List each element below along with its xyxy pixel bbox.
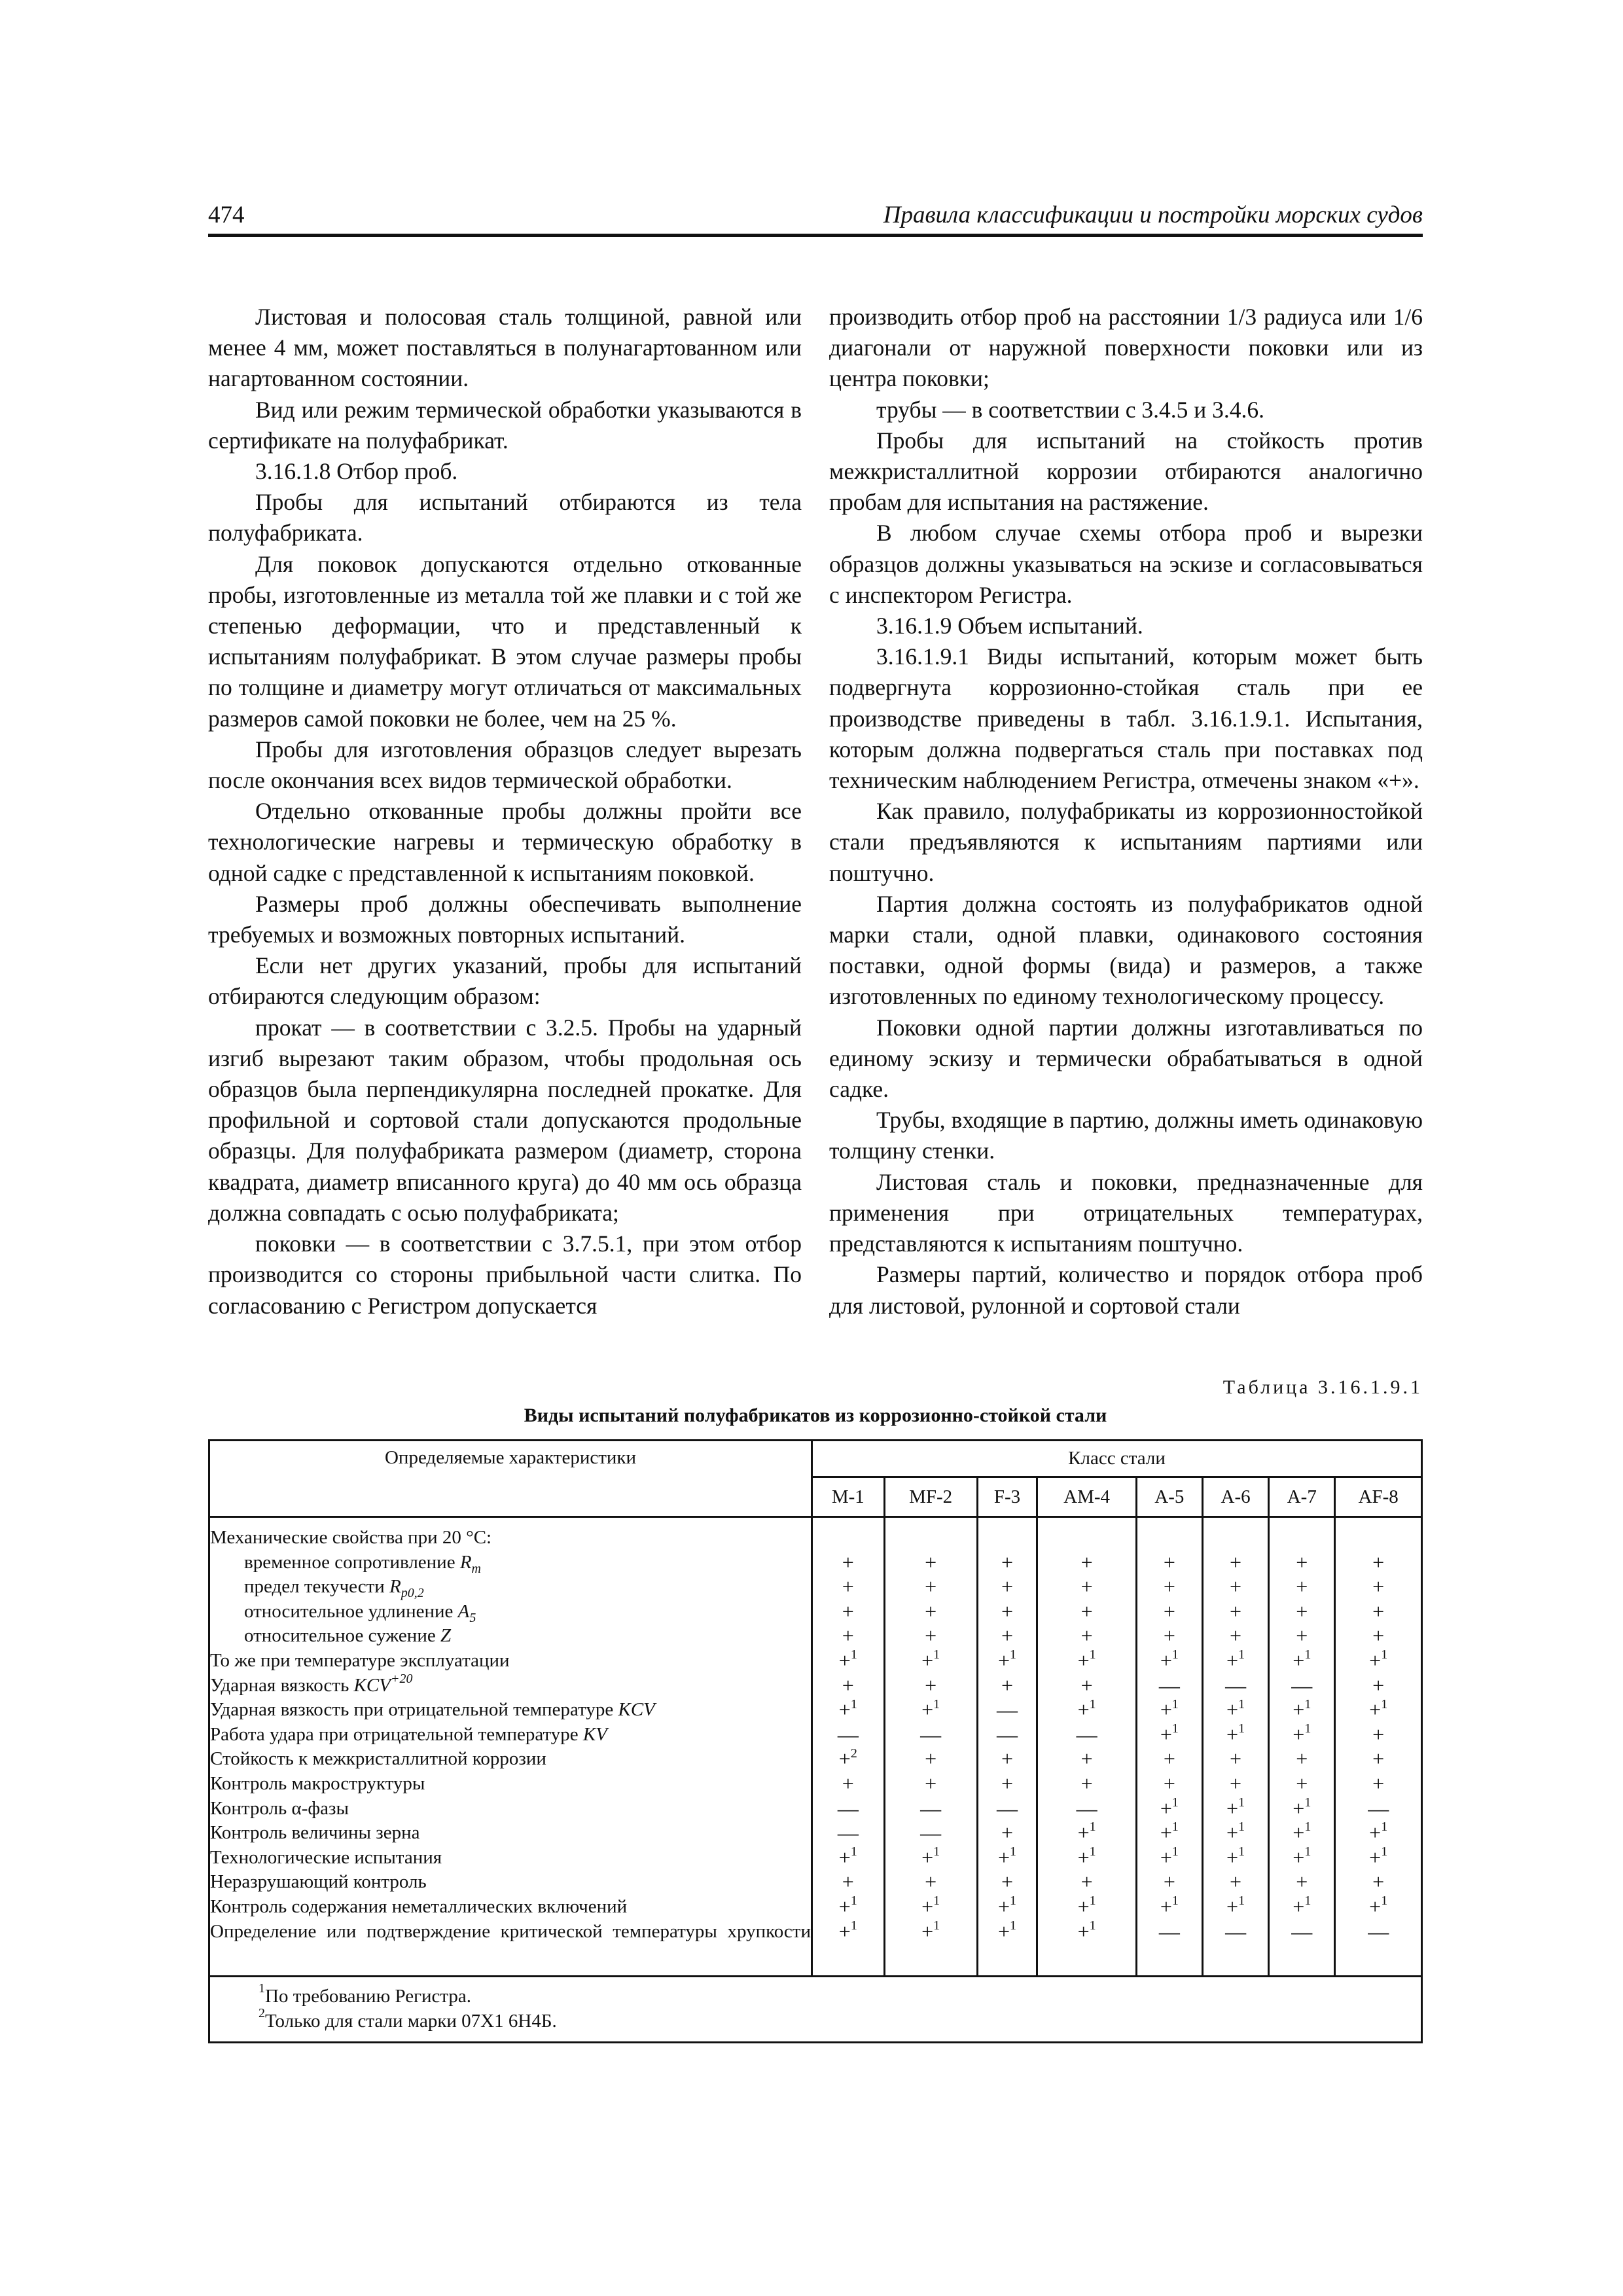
table-mark: +$^1$ [1160,1820,1179,1845]
paragraph: Пробы для испытаний отбираются из тела полуфабриката. [208,489,802,547]
class-header-a-5: A-5 [1136,1477,1202,1517]
table-mark: + [1001,1821,1014,1845]
table-mark: + [1296,1599,1308,1623]
table-footnotes [209,1976,1422,2042]
paragraph: Партия должна состоять из полуфабрикатов одной марки стали, одной плавки, одинакового состояния поставки, одной формы (вида) и размеров, а также изготовленных по единому технологическому процессу. [829,890,1423,1010]
table-mark: + [925,1870,937,1894]
left-text-column [208,302,802,1321]
table-mark: +$^1$ [1293,1721,1311,1746]
symbol: $R_m$ [459,1551,481,1576]
table-mark: — [997,1722,1018,1746]
table-mark: + [1372,1722,1385,1746]
table-mark: + [1080,1771,1093,1795]
table-mark: +$^1$ [1293,1844,1311,1869]
table-mark: + [925,1624,937,1648]
table-mark [1336,1526,1421,1551]
table-mark: + [1372,1747,1385,1771]
table-mark: — [997,1796,1018,1820]
table-mark: + [842,1673,854,1697]
table-mark: + [925,1550,937,1574]
paragraph: Если нет других указаний, пробы для испытаний отбираются следующим образом: [208,952,802,1010]
table-mark [1270,1526,1334,1551]
table-mark: — [1368,1796,1389,1820]
table-mark: +$^1$ [1226,1647,1245,1672]
table-mark: — [837,1821,859,1845]
table-mark: +$^1$ [1293,1820,1311,1845]
footnotes-row [209,1976,1422,2042]
paragraph: трубы — в соответствии с 3.4.5 и 3.4.6. [876,396,1265,423]
paragraph: прокат — в соответствии с 3.2.5. Пробы на ударный изгиб вырезают таким образом, чтобы продольная ось образцов была перпендикулярна последней прокатке. Для профильной и сортовой стали допускаются продольные образцы. Для полуфабриката размером (диаметр, сторона квадрата, диаметр вписанного круга) до 40 мм ось образца должна совпадать с осью полуфабриката; [208,1014,802,1226]
header-feature: Определяемые характеристики [209,1441,812,1517]
class-header-f-3: F-3 [977,1477,1037,1517]
table-mark: — [837,1722,859,1746]
table-mark: + [1296,1747,1308,1771]
table-mark: — [1291,1919,1313,1943]
marks-column-a-6 [1202,1517,1268,1977]
table-mark: + [1163,1870,1175,1894]
symbol: $R_{p0,2}$ [389,1576,424,1600]
feature-label: Контроль содержания неметаллических включений [210,1895,628,1917]
table-mark: +$^1$ [1077,1893,1096,1918]
paragraph: В любом случае схемы отбора проб и вырезки образцов должны указываться на эскизе и согласовываться с инспектором Регистра. [829,520,1423,608]
table-mark: — [920,1722,942,1746]
page-header [208,200,1423,237]
section-heading: 3.16.1.8 Отбор проб. [255,458,458,485]
feature-label: Контроль макроструктуры [210,1772,425,1794]
table-mark: + [1163,1624,1175,1648]
table-mark: +$^1$ [921,1696,940,1722]
table-mark: +$^2$ [838,1746,857,1771]
class-header-m-1: M-1 [812,1477,885,1517]
table-mark: + [1296,1575,1308,1599]
table-mark: + [1230,1575,1242,1599]
table-mark: + [925,1673,937,1697]
table-mark: +$^1$ [838,1647,857,1672]
table-mark: — [1076,1796,1097,1820]
symbol: Z [440,1625,452,1647]
paragraph: Размеры проб должны обеспечивать выполнение требуемых и возможных повторных испытаний. [208,890,802,948]
table-mark: +$^1$ [838,1893,857,1918]
paragraph: Для поковок допускаются отдельно откованные пробы, изготовленные из металла той же плавки и с той же степенью деформации, что и представленный к испытаниям полуфабрикат. В этом случае размеры пробы по толщине и диаметру могут отличаться от максимальных размеров самой поковки не более, чем на 25 %. [208,550,802,732]
table-mark: + [1372,1575,1385,1599]
paragraph: Поковки одной партии должны изготавливаться по единому эскизу и термически обрабатываться в одной садке. [829,1014,1423,1103]
table-mark: + [842,1575,854,1599]
table-mark: + [1372,1673,1385,1697]
marks-column-f-3 [977,1517,1037,1977]
table-mark: +$^1$ [838,1918,857,1943]
table-mark: +$^1$ [997,1647,1017,1672]
class-header-mf-2: MF-2 [884,1477,977,1517]
table-mark: — [1225,1919,1247,1943]
table-mark: +$^1$ [1226,1696,1245,1722]
class-header-a-7: A-7 [1269,1477,1335,1517]
table-mark: +$^1$ [1160,1893,1179,1918]
class-header-af-8: AF-8 [1335,1477,1422,1517]
section-heading: 3.16.1.9 Объем испытаний. [876,613,1143,639]
feature-labels-cell [209,1517,812,1977]
table-mark: + [925,1771,937,1795]
table-mark: +$^1$ [921,1893,940,1918]
table-mark: +$^1$ [1160,1696,1179,1722]
table-mark: + [1080,1599,1093,1623]
table-mark: +$^1$ [1369,1820,1388,1845]
table-mark: +$^1$ [1293,1696,1311,1722]
table-mark: + [1080,1575,1093,1599]
table-mark: + [1080,1550,1093,1574]
table-mark [885,1526,976,1551]
table-mark: +$^1$ [838,1844,857,1869]
feature-label: Контроль α-фазы [210,1797,349,1819]
table-mark [1137,1526,1202,1551]
class-header-a-6: A-6 [1202,1477,1268,1517]
table-mark: + [842,1550,854,1574]
paragraph: Как правило, полуфабрикаты из коррозионностойкой стали предъявляются к испытаниям партиями или поштучно. [829,798,1423,886]
table-mark: + [1001,1624,1014,1648]
table-mark: + [1163,1771,1175,1795]
table-mark [978,1526,1037,1551]
page-number: 474 [208,202,245,228]
table-mark: + [1296,1550,1308,1574]
table-mark: + [1296,1771,1308,1795]
table-mark: + [842,1870,854,1894]
table-mark: +$^1$ [1160,1844,1179,1869]
table-mark: +$^1$ [921,1647,940,1672]
marks-column-am-4 [1037,1517,1136,1977]
table-mark: + [1163,1599,1175,1623]
paragraph: Отдельно откованные пробы должны пройти все технологические нагревы и термическую обработку в одной садке с представленной к испытаниям поковкой. [208,798,802,886]
symbol: $A_5$ [457,1600,476,1625]
table-mark: +$^1$ [1160,1721,1179,1746]
table-mark: + [1001,1673,1014,1697]
paragraph: Пробы для изготовления образцов следует вырезать после окончания всех видов термической обработки. [208,736,802,794]
table-mark: + [1001,1550,1014,1574]
marks-column-mf-2 [884,1517,977,1977]
table-mark: + [1080,1624,1093,1648]
table-mark: — [1158,1919,1180,1943]
table-mark: + [1080,1870,1093,1894]
feature-label: Технологические испытания [210,1846,442,1868]
feature-label: временное сопротивление $R_m$ [244,1551,481,1576]
marks-column-a-7 [1269,1517,1335,1977]
table-mark: +$^1$ [997,1844,1017,1869]
feature-label: предел текучести $R_{p0,2}$ [244,1576,424,1600]
table-mark: + [1001,1747,1014,1771]
right-text-column [829,302,1423,1321]
table-mark: +$^1$ [921,1844,940,1869]
paragraph: Пробы для испытаний на стойкость против межкристаллитной коррозии отбираются аналогично пробам для испытания на растяжение. [829,427,1423,516]
table-mark: +$^1$ [1226,1844,1245,1869]
running-title: Правила классификации и постройки морских судов [883,202,1423,228]
table-mark: +$^1$ [997,1893,1017,1918]
table-mark: +$^1$ [921,1918,940,1943]
table-mark: +$^1$ [1293,1795,1311,1820]
table-mark: + [925,1747,937,1771]
table-mark: — [920,1821,942,1845]
feature-label: относительное сужение Z [244,1625,452,1647]
feature-label: Неразрушающий контроль [210,1871,427,1893]
table-mark: + [1372,1870,1385,1894]
table-mark: + [1163,1575,1175,1599]
table-mark: — [837,1796,859,1820]
marks-column-m-1 [812,1517,885,1977]
table-mark: + [1230,1550,1242,1574]
table-mark: + [1080,1673,1093,1697]
table-mark: +$^1$ [1160,1647,1179,1672]
symbol: KV [582,1723,607,1745]
table-mark: — [1225,1673,1247,1697]
table-mark: + [1372,1771,1385,1795]
paragraph: Листовая сталь и поковки, предназначенные для применения при отрицательных температурах, представляются к испытаниям поштучно. [829,1168,1423,1257]
table-mark: +$^1$ [1077,1647,1096,1672]
table-mark: — [1368,1919,1389,1943]
table-mark [813,1526,883,1551]
paragraph: Размеры партий, количество и порядок отбора проб для листовой, рулонной и сортовой стали [829,1261,1423,1319]
table-mark: +$^1$ [1160,1795,1179,1820]
table-mark: + [1372,1550,1385,1574]
table-mark: +$^1$ [1293,1647,1311,1672]
table-mark: + [842,1624,854,1648]
table-mark: + [1372,1599,1385,1623]
table-mark [1038,1526,1135,1551]
steel-tests-table [208,1439,1423,2043]
feature-label: Работа удара при отрицательной температуре KV [210,1723,607,1745]
table-mark: +$^1$ [1226,1721,1245,1746]
table-mark: + [1230,1599,1242,1623]
table-mark: + [1296,1624,1308,1648]
table-caption: Виды испытаний полуфабрикатов из коррозионно-стойкой стали [524,1405,1107,1426]
feature-label: Механические свойства при 20 °C: [210,1527,492,1548]
symbol: $KCV^{+20}$ [353,1671,413,1696]
table-mark: + [842,1599,854,1623]
table-mark: + [842,1771,854,1795]
marks-column-a-5 [1136,1517,1202,1977]
table-mark: + [1001,1771,1014,1795]
table-mark: — [997,1698,1018,1722]
feature-label: Определение или подтверждение критической температуры хрупкости [210,1920,811,1942]
feature-label: Ударная вязкость при отрицательной температуре KCV [210,1699,655,1721]
table-mark: + [1230,1771,1242,1795]
table-mark: — [1158,1673,1180,1697]
marks-column-af-8 [1335,1517,1422,1977]
table-mark: + [925,1599,937,1623]
table-mark: — [1291,1673,1313,1697]
paragraph: 3.16.1.9.1 Виды испытаний, которым может быть подвергнута коррозионно-стойкая сталь при ее производстве приведены в табл. 3.16.1.9.1. Испытания, которым должна подвергаться сталь при поставках под техническим наблюдением Регистра, отмечены знаком «+». [829,643,1423,794]
paragraph: Листовая и полосовая сталь толщиной, равной или менее 4 мм, может поставляться в полунагартованном или нагартованном состоянии. [208,304,802,392]
table-mark: + [1230,1624,1242,1648]
table-mark: +$^1$ [1226,1820,1245,1845]
feature-label: Контроль величины зерна [210,1822,420,1844]
table-mark [1204,1526,1268,1551]
table-mark: +$^1$ [1369,1696,1388,1722]
footnote: $^1$По требованию Регистра. [259,1981,472,2007]
table-mark: + [1001,1599,1014,1623]
feature-label: Стойкость к межкристаллитной коррозии [210,1748,546,1770]
table-mark: +$^1$ [1369,1647,1388,1672]
table-mark: +$^1$ [1293,1893,1311,1918]
table-mark: +$^1$ [1077,1844,1096,1869]
footnote: $^2$Только для стали марки 07Х1 6Н4Б. [259,2006,557,2032]
paragraph: Вид или режим термической обработки указываются в сертификате на полуфабрикат. [208,396,802,454]
table-mark: +$^1$ [1226,1795,1245,1820]
table-mark: + [1001,1870,1014,1894]
table-mark: + [1163,1747,1175,1771]
table-mark: + [1372,1624,1385,1648]
table-mark: +$^1$ [1077,1696,1096,1722]
table-mark: + [1163,1550,1175,1574]
table-mark: +$^1$ [1226,1893,1245,1918]
paragraph: Трубы, входящие в партию, должны иметь одинаковую толщину стенки. [829,1107,1423,1164]
table-mark: +$^1$ [1369,1893,1388,1918]
table-mark: — [920,1796,942,1820]
class-header-am-4: AM-4 [1037,1477,1136,1517]
table-mark: +$^1$ [997,1918,1017,1943]
table-mark: + [1230,1747,1242,1771]
table-mark: +$^1$ [1077,1918,1096,1943]
paragraph: поковки — в соответствии с 3.7.5.1, при этом отбор производится со стороны прибыльной части слитка. По согласованию с Регистром допускается [208,1230,802,1319]
table-mark: + [1296,1870,1308,1894]
table-mark: — [1076,1722,1097,1746]
feature-label: относительное удлинение $A_5$ [244,1600,476,1625]
feature-label: Ударная вязкость $KCV^{+20}$ [210,1671,413,1696]
table-mark: + [1001,1575,1014,1599]
table-mark: +$^1$ [1077,1820,1096,1845]
table-mark: +$^1$ [1369,1844,1388,1869]
table-mark: +$^1$ [838,1696,857,1722]
header-class: Класс стали [812,1441,1422,1477]
table-mark: + [1230,1870,1242,1894]
table-mark: + [1080,1747,1093,1771]
table-mark: + [925,1575,937,1599]
table-body-row [209,1517,1422,1977]
feature-label: То же при температуре эксплуатации [210,1649,510,1671]
symbol: KCV [618,1699,655,1721]
table-number: Таблица 3.16.1.9.1 [1222,1376,1423,1398]
paragraph: производить отбор проб на расстоянии 1/3 радиуса или 1/6 диагонали от наружной поверхности поковки или из центра поковки; [829,304,1423,392]
